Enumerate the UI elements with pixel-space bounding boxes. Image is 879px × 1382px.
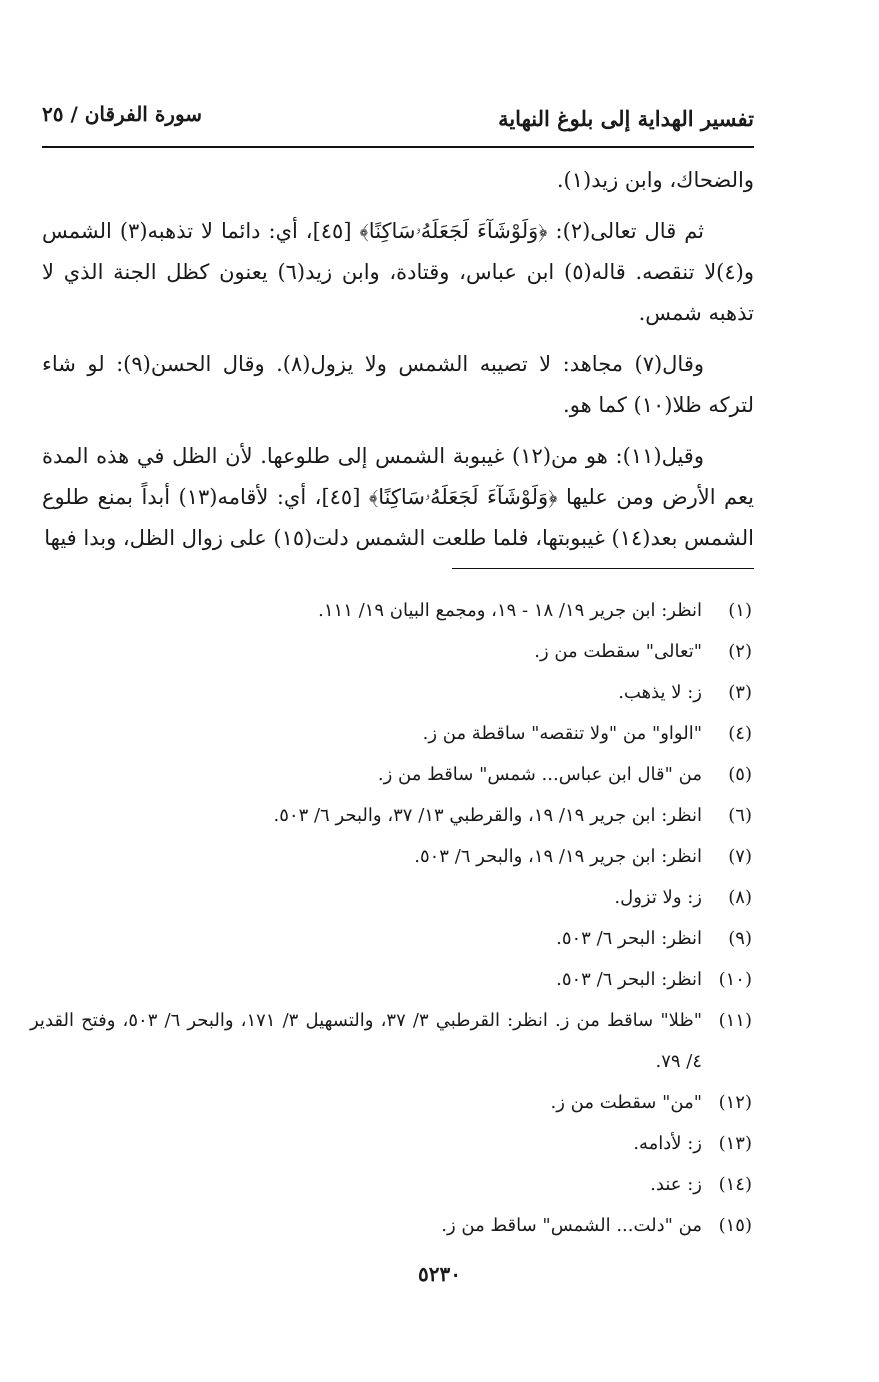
footnote-number: (١٢): [718, 1092, 752, 1113]
paragraph: وقال(٧) مجاهد: لا تصيبه الشمس ولا يزول(٨). وقال الحسن(٩): لو شاء لتركه ظلا(١٠) كما هو.: [42, 352, 754, 417]
footnote-text: انظر: ابن جرير ١٩/ ١٩، والقرطبي ١٣/ ٣٧، والبحر ٦/ ٥٠٣.: [273, 805, 702, 826]
footnote-number: (٥): [728, 764, 752, 785]
footnote-number: (١٣): [718, 1133, 752, 1154]
footnote: [30, 1082, 752, 1123]
footnote-text: انظر: ابن جرير ١٩/ ١٨ - ١٩، ومجمع البيان ١٩/ ١١١.: [318, 600, 702, 621]
paragraph: ثم قال تعالى(٢): ﴿وَلَوْشَآءَ لَجَعَلَهُۥسَاكِنًا﴾ [٤٥]، أي: دائما لا تذهبه(٣) الشمس و(٤)لا تنقصه. قاله(٥) ابن عباس، وقتادة، وابن زيد(٦) يعنون كظل الجنة الذي لا تذهبه شمس.: [42, 219, 754, 325]
footnote-text: ز: لأدامه.: [633, 1133, 702, 1154]
footnote-number: (١٥): [718, 1215, 752, 1236]
footnote-text: انظر: البحر ٦/ ٥٠٣.: [556, 969, 702, 990]
footnote: [30, 1000, 752, 1082]
paragraph: وقيل(١١): هو من(١٢) غيبوبة الشمس إلى طلوعها. لأن الظل في هذه المدة يعم الأرض ومن عليها ﴿وَلَوْشَآءَ لَجَعَلَهُۥسَاكِنًا﴾ [٤٥]، أي: لأقامه(١٣) أبداً بمنع طلوع الشمس بعد(١٤) غيبوبتها، فلما طلعت الشمس دلت(١٥) على زوال الظل، وبدا فيها: [42, 444, 754, 550]
footnote-number: (٤): [728, 723, 752, 744]
footnote-text: "من" سقطت من ز.: [550, 1092, 702, 1113]
footnote-text: من "قال ابن عباس... شمس" ساقط من ز.: [377, 764, 702, 785]
footnote-text: "ظلا" ساقط من ز. انظر: القرطبي ٣/ ٣٧، والتسهيل ٣/ ١٧١، والبحر ٦/ ٥٠٣، وفتح القدير ٤/ ٧٩.: [30, 1010, 702, 1072]
footnote-separator: [452, 568, 754, 569]
footnote: [30, 672, 752, 713]
footnote: [30, 1123, 752, 1164]
footnote: [30, 877, 752, 918]
footnote: [30, 631, 752, 672]
footnote: [30, 918, 752, 959]
footnote-text: "تعالى" سقطت من ز.: [534, 641, 702, 662]
footnote-text: ز: لا يذهب.: [618, 682, 702, 703]
paragraph: والضحاك، وابن زيد(١).: [556, 168, 754, 192]
footnote-number: (١٤): [718, 1174, 752, 1195]
footnote-text: ز: ولا تزول.: [614, 887, 702, 908]
footnote-number: (١١): [718, 1010, 752, 1031]
footnote-number: (٣): [728, 682, 752, 703]
footnote: [30, 1164, 752, 1205]
footnote: [30, 1205, 752, 1246]
footnote: [30, 713, 752, 754]
page-number: ٥٢٣٠: [418, 1262, 461, 1286]
footnote: [30, 590, 752, 631]
surah-reference: سورة الفرقان / ٢٥: [42, 102, 203, 126]
book-title: تفسير الهداية إلى بلوغ النهاية: [498, 106, 754, 131]
footnote-text: انظر: البحر ٦/ ٥٠٣.: [556, 928, 702, 949]
footnote-text: انظر: ابن جرير ١٩/ ١٩، والبحر ٦/ ٥٠٣.: [414, 846, 702, 867]
footnote: [30, 959, 752, 1000]
header-rule: [42, 146, 754, 148]
running-header: [42, 94, 754, 144]
footnote-number: (٦): [728, 805, 752, 826]
footnote-number: (٩): [728, 928, 752, 949]
footnote: [30, 754, 752, 795]
footnote: [30, 795, 752, 836]
footnote: [30, 836, 752, 877]
footnote-text: من "دلت... الشمس" ساقط من ز.: [441, 1215, 702, 1236]
footnote-number: (٢): [728, 641, 752, 662]
footnotes: [30, 590, 752, 1246]
footnote-number: (٨): [728, 887, 752, 908]
footnote-number: (٧): [728, 846, 752, 867]
footnote-text: "الواو" من "ولا تنقصه" ساقطة من ز.: [422, 723, 702, 744]
footnote-number: (١): [728, 600, 752, 621]
footnote-text: ز: عند.: [650, 1174, 702, 1195]
footnote-number: (١٠): [718, 969, 752, 990]
main-text: [42, 160, 754, 569]
